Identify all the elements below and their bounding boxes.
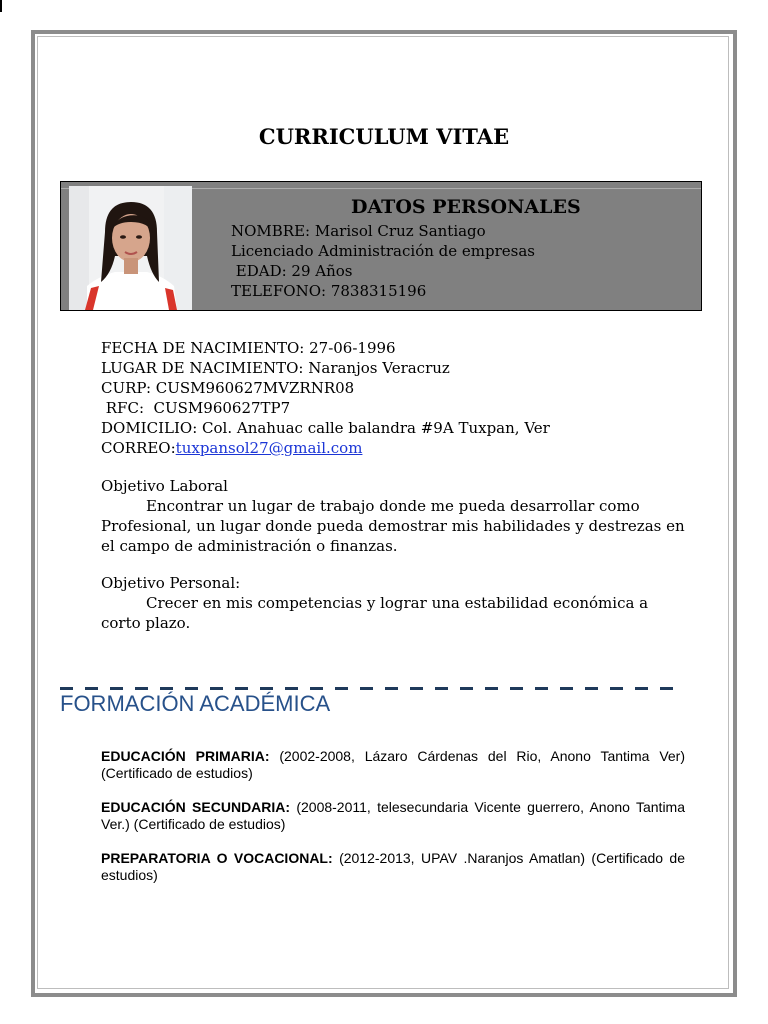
objetivo-laboral (101, 476, 691, 556)
objetivo-personal-paragraph (101, 593, 691, 633)
edu-primaria (101, 748, 685, 782)
edad-line: EDAD: 29 Años (231, 262, 353, 280)
objetivo-laboral-heading: Objetivo Laboral (101, 477, 228, 495)
objetivo-personal (101, 573, 691, 633)
section-divider (60, 687, 675, 690)
formacion-heading: FORMACIÓN ACADÉMICA (60, 691, 331, 716)
rfc: RFC: CUSM960627TP7 (101, 399, 291, 417)
objetivo-laboral-text: Encontrar un lugar de trabajo donde me pueda desarrollar como Profesional, un lugar donde pueda demostrar mis habilidades y destrezas en el campo de administración o finanzas. (101, 497, 685, 555)
objetivo-personal-text: Crecer en mis competencias y lograr una estabilidad económica a corto plazo. (101, 594, 649, 632)
edu-preparatoria (101, 850, 685, 884)
edu-preparatoria-text: (2012-2013, UPAV .Naranjos Amatlan) (Certificado de estudios) (101, 850, 685, 883)
nombre-line: NOMBRE: Marisol Cruz Santiago (231, 222, 486, 240)
profession-line: Licenciado Administración de empresas (231, 242, 535, 260)
curp: CURP: CUSM960627MVZRNR08 (101, 379, 355, 397)
edu-preparatoria-label: PREPARATORIA O VOCACIONAL: (101, 850, 333, 866)
header-details (231, 221, 535, 301)
email-link[interactable]: tuxpansol27@gmail.com (175, 439, 363, 457)
personal-details (101, 338, 550, 458)
profile-photo (69, 186, 192, 310)
correo-label: CORREO: (101, 439, 176, 457)
domicilio: DOMICILIO: Col. Anahuac calle balandra #9A Tuxpan, Ver (101, 419, 550, 437)
lugar-nacimiento: LUGAR DE NACIMIENTO: Naranjos Veracruz (101, 359, 450, 377)
edu-secundaria-text: (2008-2011, telesecundaria Vicente guerrero, Anono Tantima Ver.) (Certificado de estudios) (101, 799, 685, 832)
edu-secundaria-label: EDUCACIÓN SECUNDARIA: (101, 799, 291, 815)
edu-primaria-text: (2002-2008, Lázaro Cárdenas del Rio, Anono Tantima Ver) (Certificado de estudios) (101, 748, 685, 781)
corner-mark (0, 0, 2, 12)
telefono-line: TELEFONO: 7838315196 (231, 282, 427, 300)
fecha-nacimiento: FECHA DE NACIMIENTO: 27-06-1996 (101, 339, 396, 357)
document-title: CURRICULUM VITAE (258, 124, 510, 149)
profile-photo-graphic (69, 186, 192, 310)
objetivo-laboral-paragraph (101, 496, 691, 556)
correo-line (101, 438, 550, 458)
objetivo-personal-heading: Objetivo Personal: (101, 574, 241, 592)
edu-primaria-label: EDUCACIÓN PRIMARIA: (101, 748, 270, 764)
edu-secundaria (101, 799, 685, 833)
personal-data-header (60, 181, 702, 311)
header-title: DATOS PERSONALES (351, 196, 581, 218)
